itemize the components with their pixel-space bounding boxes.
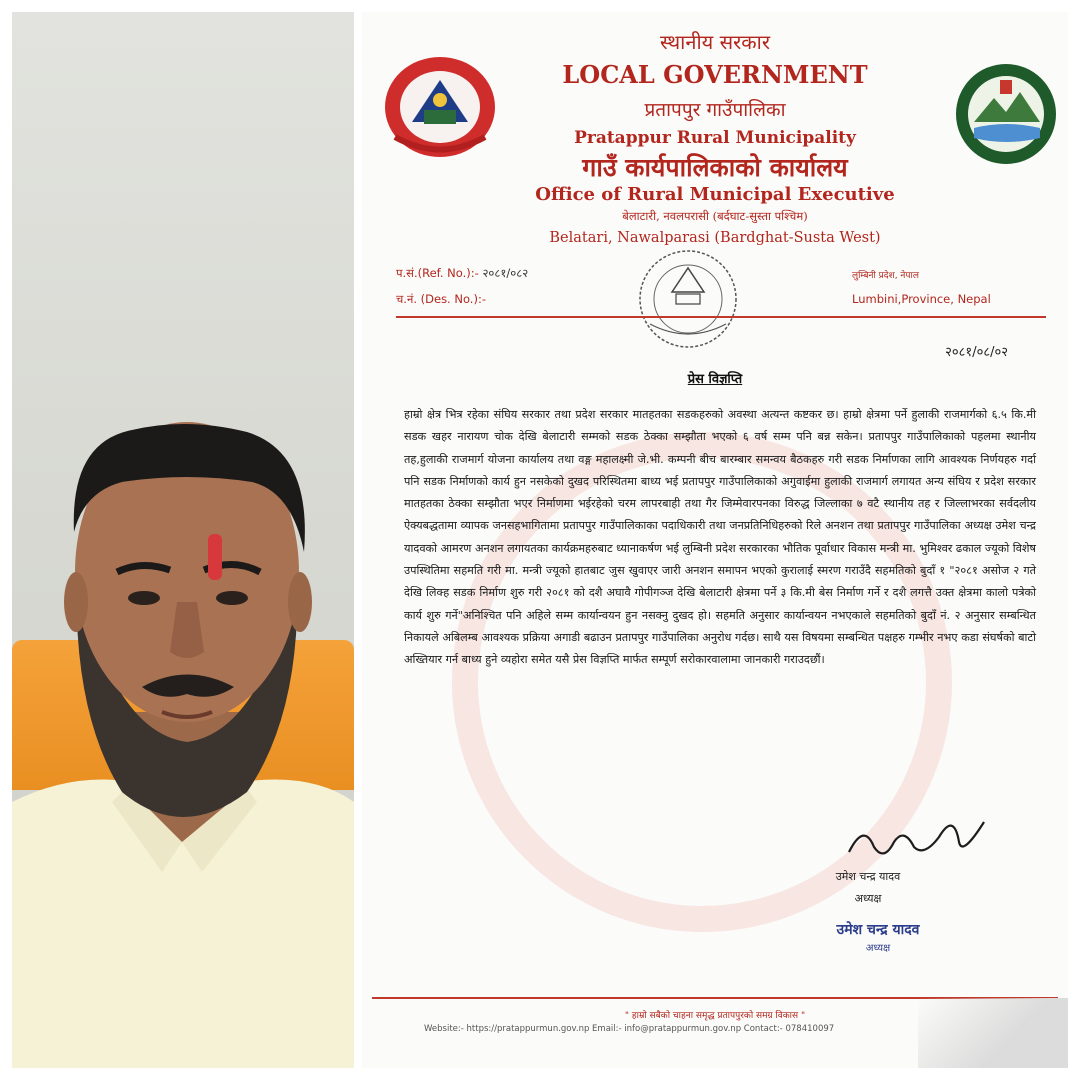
ref-no xyxy=(396,266,528,281)
footer-slogan: " हाम्रो सबैको चाहना समृद्ध प्रतापपुरको समग्र विकास " xyxy=(624,1011,806,1021)
signatory-block xyxy=(783,812,953,910)
letterhead-np-address: बेलाटारी, नवलपरासी (बर्दघाट-सुस्ता पश्चिम) xyxy=(622,209,808,223)
letterhead-np-office: गाउँ कार्यपालिकाको कार्यालय xyxy=(582,153,848,182)
signatory-name: उमेश चन्द्र यादव xyxy=(835,870,901,883)
letterhead-en-municipality: Pratappur Rural Municipality xyxy=(574,128,856,148)
office-seal-stamp xyxy=(628,244,748,354)
press-release-letter xyxy=(362,12,1068,1068)
letterhead-en-office: Office of Rural Municipal Executive xyxy=(535,184,895,205)
letterhead-en-top: LOCAL GOVERNMENT xyxy=(562,60,868,89)
province-np: लुम्बिनी प्रदेश, नेपाल xyxy=(852,271,919,281)
title-stamp: अध्यक्ष xyxy=(865,943,891,954)
ref-no-label: प.सं.(Ref. No.):- xyxy=(396,266,479,280)
letterhead-np-top: स्थानीय सरकार xyxy=(660,30,770,54)
footer-contact: Website:- https://pratappurmun.gov.np Email:- info@pratappurmun.gov.np Contact:- 078410097 xyxy=(424,1024,835,1034)
name-stamp: उमेश चन्द्र यादव xyxy=(836,922,920,938)
portrait-photo xyxy=(12,12,354,1068)
header-divider xyxy=(396,316,1046,318)
ref-no-value: २०८१/०८२ xyxy=(482,266,529,280)
des-no-label: च.नं. (Des. No.):- xyxy=(396,292,486,306)
letterhead-en-address: Belatari, Nawalparasi (Bardghat-Susta West) xyxy=(549,230,881,246)
corner-watermark xyxy=(918,998,1068,1068)
person-illustration xyxy=(12,12,354,1068)
signatory-title: अध्यक्ष xyxy=(854,892,882,905)
letter-date: २०८१/०८/०२ xyxy=(945,345,1008,360)
letterhead-np-municipality: प्रतापपुर गाउँपालिका xyxy=(644,99,786,121)
press-release-body: हाम्रो क्षेत्र भित्र रहेका संघिय सरकार तथा प्रदेश सरकार मातहतका सडकहरुको अवस्था अत्यन्त कष्टकर छ। हाम्रो क्षेत्रमा पर्ने हुलाकी राजमार्गको ६.५ कि.मी सडक खहर नारायण चोक देखि बेलाटारी सम्मको सडक ठेक्का सम्झौता भएको ६ वर्ष सम्म पनि बन्न सकेन। प्रतापपुर गाउँपालिकाको पहलमा स्थानीय तह,हुलाकी राजमार्ग योजना कार्यालय तथा वङ्ग महालक्ष्मी जे.भी. कम्पनी बीच बारम्बार समन्वय बैठकहरु गरी सडक निर्माणका लागि आवश्यक निर्णयहरु गर्दा पनि सडक निर्माणको कार्य हुन नसकेको दुखद परिस्थितमा बाध्य भई प्रतापपुर गाउँपालिकाको अगुवाईमा हुलाकी राजमार्ग लगायत अन्य संघिय र प्रदेश सरकार मातहतका ठेक्का सम्झौता भएर निर्माणमा भईरहेको चरम लापरबाही तथा गैर जिम्मेवारपनका विरुद्ध जिल्लाका ७ वटै स्थानीय तह र जिल्लाभरका सर्वदलीय ऐक्यबद्धतामा व्यापक जनसहभागितामा प्रतापपुर गाउँपालिकाका पदाधिकारी तथा जनप्रतिनिधिहरुको रिले अनशन तथा प्रतापपुर गाउँपालिका अध्यक्ष उमेश चन्द्र यादवको आमरण अनशन लगायतका कार्यक्रमहरुबाट ध्यानाकर्षण भई लुम्बिनी प्रदेश सरकारका भौतिक पूर्वाधार विकास मन्त्री मा. भुमिश्वर ढकाल ज्यूको विशेष उपस्थितिमा सहमति गरी मा. मन्त्री ज्यूको हातबाट जुस खुवाएर जारी अनशन समापन भएको कुरालाई स्मरण गराउँदै सहमतिको बुदाँ १ "२०८१ असोज २ गते देखि लिक्ह सडक निर्माण शुरु गरी २०८१ को दशै अघावै गोपीगञ्ज देखि बेलाटारी क्षेत्रमा पर्ने ३ कि.मी बेस निर्माण गर्ने र दशै लगत्तै उक्त क्षेत्रमा कालो पत्रेको कार्य शुरु गर्ने"अनिश्चित पनि अहिले सम्म कार्यान्वयन हुन नसक्नु दुखद हो। सहमति अनुसार कार्यान्वयन नभएकाले सहमतिको बुदाँ नं. २ अनुसार सम्बन्धित निकायले अबिलम्ब आवश्यक प्रक्रिया अगाडी बढाउन प्रतापपुर गाउँपालिका अनुरोध गर्दछ। साथै यस विषयमा सम्बन्धित पक्षहरु गम्भीर नभए कडा संघर्षको बाटो अख्तियार गर्न बाध्य हुने व्यहोरा समेत यसै प्रेस विज्ञप्ति मार्फत सम्पूर्ण सरोकारवालामा जानकारी गराउदछौं। xyxy=(404,408,1037,667)
press-release-title: प्रेस विज्ञप्ति xyxy=(687,372,743,387)
province-en: Lumbini,Province, Nepal xyxy=(852,292,991,306)
